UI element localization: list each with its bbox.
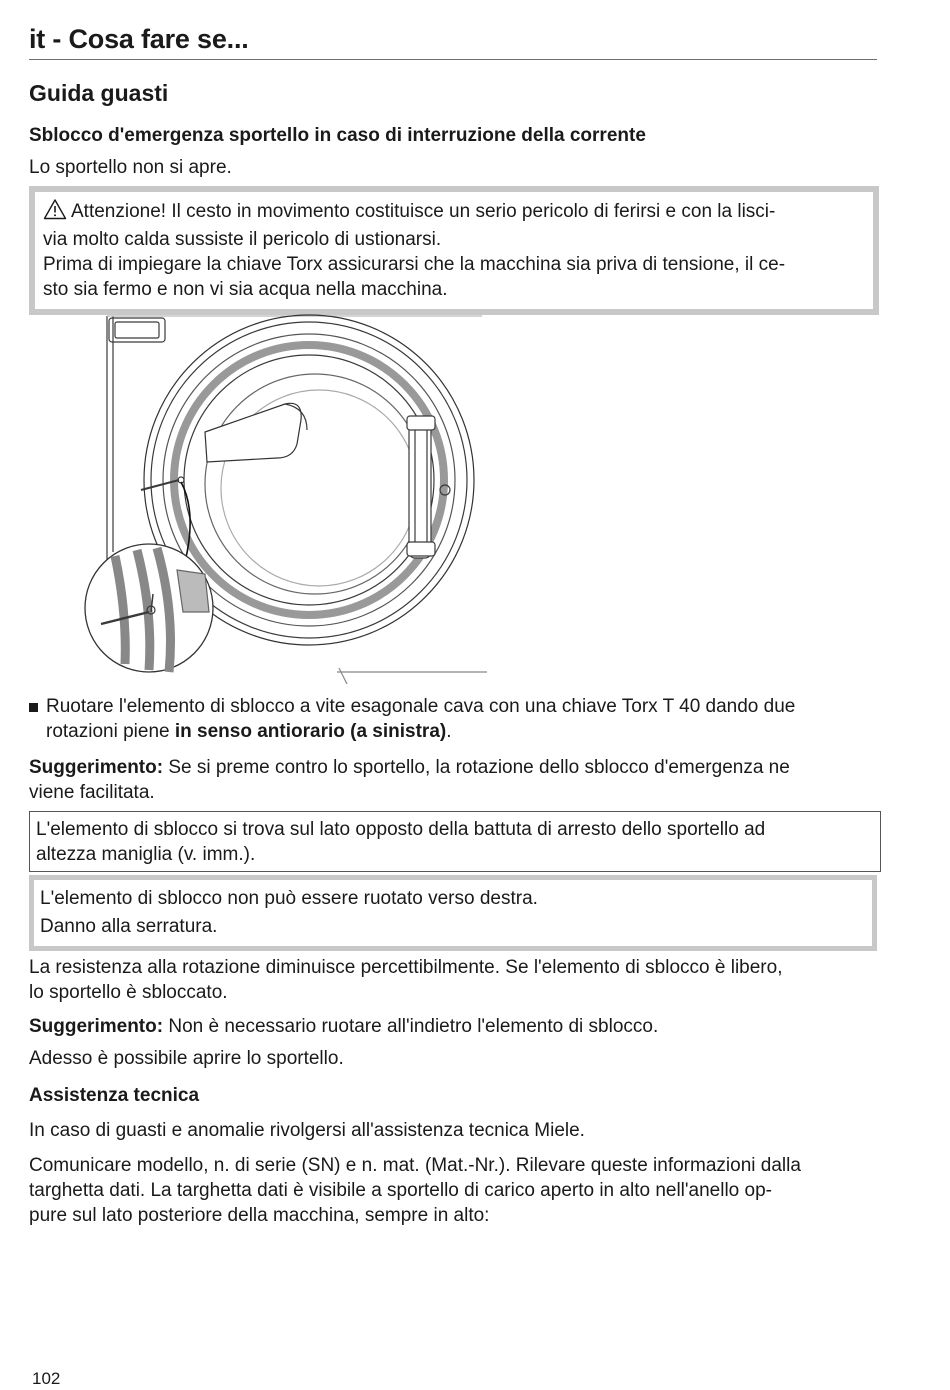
damage-line-1: L'elemento di sblocco non può essere ruotato verso destra. [40, 888, 538, 909]
service-paragraph-2 [29, 1153, 879, 1228]
tip-1 [29, 755, 879, 805]
emergency-heading: Sblocco d'emergenza sportello in caso di interruzione della corrente [29, 125, 646, 146]
warning-triangle-icon [43, 198, 67, 227]
warning-text-1: Attenzione! Il cesto in movimento costituisce un serio pericolo di ferirsi e con la lisci- [71, 201, 776, 222]
service-paragraph-1: In caso di guasti e anomalie rivolgersi all'assistenza tecnica Miele. [29, 1120, 585, 1141]
page-header: it - Cosa fare se... [29, 24, 877, 60]
tip-1-line-1: Se si preme contro lo sportello, la rotazione dello sblocco d'emergenza ne [163, 757, 790, 778]
note-line-1: L'elemento di sblocco si trova sul lato opposto della battuta di arresto dello sportello ad [36, 819, 766, 840]
result-text [29, 955, 879, 1005]
warning-line-3: Prima di impiegare la chiave Torx assicurarsi che la macchina sia priva di tensione, il ce- [43, 254, 786, 275]
page-number: 102 [32, 1369, 61, 1388]
step-line-1: Ruotare l'elemento di sblocco a vite esagonale cava con una chiave Torx T 40 dando due [46, 696, 796, 717]
service-p2-line-2: targhetta dati. La targhetta dati è visibile a sportello di carico aperto in alto nell'anello op- [29, 1180, 772, 1201]
warning-line-1 [43, 198, 865, 227]
result-line-1: La resistenza alla rotazione diminuisce percettibilmente. Se l'elemento di sblocco è libero, [29, 957, 783, 978]
tip-1-label: Suggerimento: [29, 757, 164, 778]
damage-box [29, 875, 877, 951]
note-line-2: altezza maniglia (v. imm.). [36, 844, 256, 865]
final-text: Adesso è possibile aprire lo sportello. [29, 1048, 344, 1069]
step-line-2 [46, 719, 881, 744]
warning-line-2: via molto calda sussiste il pericolo di ustionarsi. [43, 229, 442, 250]
door-release-illustration [57, 312, 487, 684]
tip-2 [29, 1014, 879, 1039]
service-heading: Assistenza tecnica [29, 1085, 200, 1106]
note-box [29, 811, 881, 872]
step-text: rotazioni piene [46, 721, 175, 742]
tip-2-text: Non è necessario ruotare all'indietro l'elemento di sblocco. [163, 1016, 659, 1037]
step-direction: in senso antiorario (a sinistra) [174, 721, 447, 742]
instruction-step [29, 694, 881, 744]
problem-text: Lo sportello non si apre. [29, 157, 232, 178]
result-line-2: lo sportello è sbloccato. [29, 982, 228, 1003]
step-end: . [446, 721, 452, 742]
damage-line-2: Danno alla serratura. [40, 916, 218, 937]
service-p2-line-3: pure sul lato posteriore della macchina, sempre in alto: [29, 1205, 490, 1226]
bullet-square-icon [29, 703, 38, 712]
section-title: Guida guasti [29, 80, 169, 106]
service-p2-line-1: Comunicare modello, n. di serie (SN) e n. mat. (Mat.-Nr.). Rilevare queste informazioni dalla [29, 1155, 801, 1176]
tip-2-label: Suggerimento: [29, 1016, 164, 1037]
tip-1-line-2: viene facilitata. [29, 782, 155, 803]
warning-line-4: sto sia fermo e non vi sia acqua nella macchina. [43, 279, 448, 300]
warning-box [29, 186, 879, 315]
